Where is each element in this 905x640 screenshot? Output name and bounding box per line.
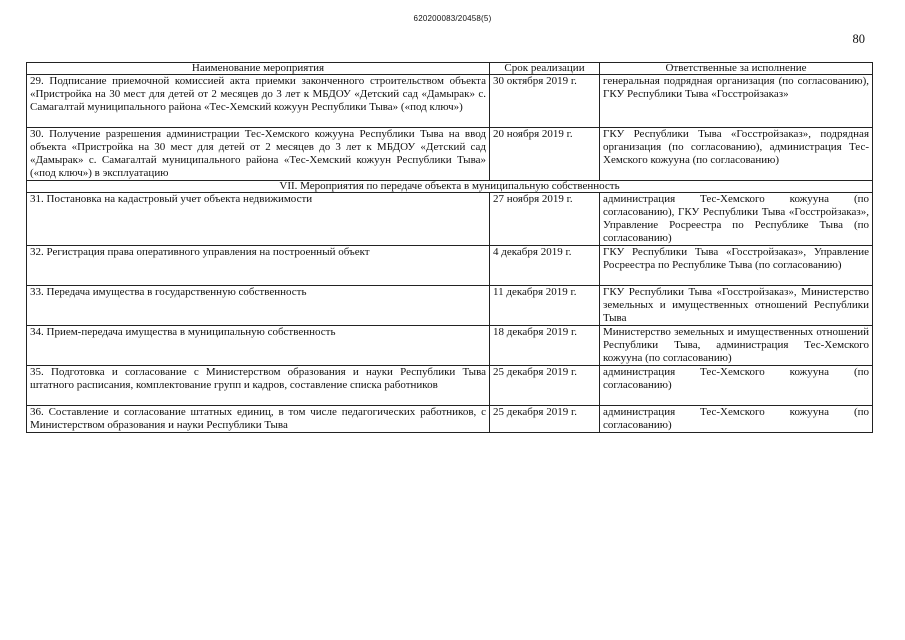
row-responsible: ГКУ Республики Тыва «Госстройзаказ», Министерство земельных и имущественных отношений Республики Тыва [600, 286, 873, 326]
row-name: 31. Постановка на кадастровый учет объекта недвижимости [27, 193, 490, 246]
table-row [27, 246, 873, 286]
row-name: 33. Передача имущества в государственную собственность [27, 286, 490, 326]
row-name: 34. Прием-передача имущества в муниципальную собственность [27, 326, 490, 366]
row-term: 27 ноября 2019 г. [490, 193, 600, 246]
table-row [27, 193, 873, 246]
events-table [26, 62, 873, 433]
row-term: 20 ноября 2019 г. [490, 128, 600, 181]
column-header-term: Срок реализации [490, 63, 600, 75]
table-row [27, 75, 873, 128]
row-responsible: ГКУ Республики Тыва «Госстройзаказ», Управление Росреестра по Республике Тыва (по согласованию) [600, 246, 873, 286]
row-name: 35. Подготовка и согласование с Министерством образования и науки Республики Тыва штатного расписания, комплектование групп и кадров, составление списка работников [27, 366, 490, 406]
row-responsible: генеральная подрядная организация (по согласованию), ГКУ Республики Тыва «Госстройзаказ» [600, 75, 873, 128]
table-row [27, 286, 873, 326]
row-term: 25 декабря 2019 г. [490, 366, 600, 406]
row-name: 36. Составление и согласование штатных единиц, в том числе педагогических работников, с Министерством образования и науки Республики Тыва [27, 406, 490, 433]
table-header-row [27, 63, 873, 75]
row-responsible: администрация Тес-Хемского кожууна (по согласованию) [600, 406, 873, 433]
row-term: 25 декабря 2019 г. [490, 406, 600, 433]
row-name: 30. Получение разрешения администрации Тес-Хемского кожууна Республики Тыва на ввод объекта «Пристройка на 30 мест для детей от 2 месяцев до 3 лет к МБДОУ «Детский сад «Дамырак» с. Самагалтай муниципального района «Тес-Хемский кожуун Республики Тыва» («под ключ») в эксплуатацию [27, 128, 490, 181]
row-term: 18 декабря 2019 г. [490, 326, 600, 366]
document-id: 620200083/20458(5) [413, 14, 492, 23]
table-row [27, 326, 873, 366]
row-term: 4 декабря 2019 г. [490, 246, 600, 286]
row-name: 32. Регистрация права оперативного управления на построенный объект [27, 246, 490, 286]
row-term: 11 декабря 2019 г. [490, 286, 600, 326]
column-header-responsible: Ответственные за исполнение [600, 63, 873, 75]
table-row [27, 366, 873, 406]
row-responsible: ГКУ Республики Тыва «Госстройзаказ», подрядная организация (по согласованию), администрация Тес-Хемского кожууна (по согласованию) [600, 128, 873, 181]
table-row [27, 128, 873, 181]
page-number: 80 [852, 32, 865, 46]
row-responsible: администрация Тес-Хемского кожууна (по согласованию), ГКУ Республики Тыва «Госстройзаказ», Управление Росреестра по Республике Тыва (по согласованию) [600, 193, 873, 246]
row-responsible: администрация Тес-Хемского кожууна (по согласованию) [600, 366, 873, 406]
section-row [27, 181, 873, 193]
row-responsible: Министерство земельных и имущественных отношений Республики Тыва, администрация Тес-Хемского кожууна (по согласованию) [600, 326, 873, 366]
column-header-name: Наименование мероприятия [27, 63, 490, 75]
table-row [27, 406, 873, 433]
row-term: 30 октября 2019 г. [490, 75, 600, 128]
row-name: 29. Подписание приемочной комиссией акта приемки законченного строительством объекта «Пристройка на 30 мест для детей от 2 месяцев до 3 лет к МБДОУ «Детский сад «Дамырак» с. Самагалтай муниципального района «Тес-Хемский кожуун Республики Тыва» («под ключ») [27, 75, 490, 128]
section-title: VII. Мероприятия по передаче объекта в муниципальную собственность [27, 181, 873, 193]
